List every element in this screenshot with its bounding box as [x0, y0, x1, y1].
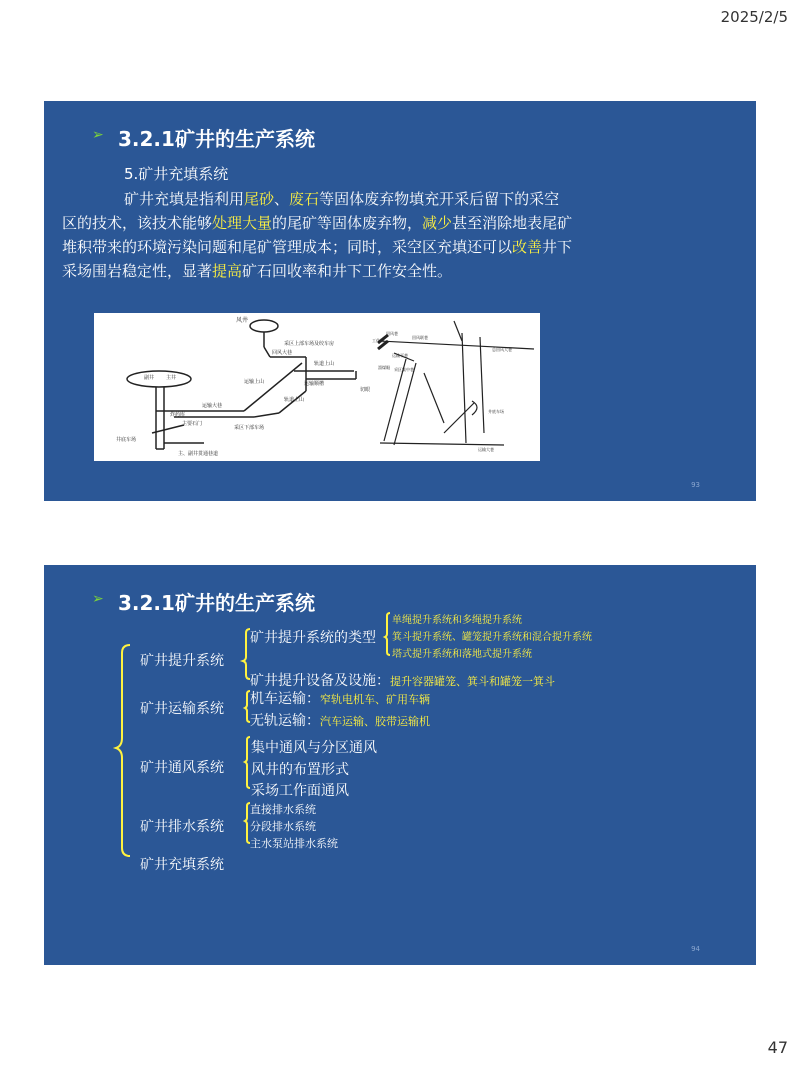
transport-trackless: 无轨运输：汽车运输、胶带运输机: [250, 713, 430, 729]
svg-text:主、副井贯通巷道: 主、副井贯通巷道: [178, 451, 219, 457]
svg-text:井底车场: 井底车场: [488, 409, 504, 414]
ventilation-item-2: 风井的布置形式: [251, 762, 349, 778]
lift-types-label: 矿井提升系统的类型: [250, 630, 376, 646]
svg-text:总回风大巷: 总回风大巷: [492, 347, 512, 352]
main-item-transport: 矿井运输系统: [140, 701, 224, 717]
svg-text:运输大巷: 运输大巷: [478, 447, 494, 452]
svg-text:运输平巷: 运输平巷: [392, 353, 408, 358]
svg-text:轨道上山: 轨道上山: [284, 397, 305, 403]
slide-number: 93: [691, 481, 700, 489]
svg-text:主井: 主井: [166, 375, 177, 381]
transport-loco: 机车运输：窄轨电机车、矿用车辆: [250, 691, 430, 707]
svg-text:主要石门: 主要石门: [182, 421, 203, 427]
drainage-item-1: 直接排水系统: [250, 803, 316, 816]
svg-text:运输大巷: 运输大巷: [202, 403, 223, 409]
svg-text:采区集中巷: 采区集中巷: [394, 367, 414, 372]
page-number: 47: [767, 1038, 788, 1057]
svg-text:运输上山: 运输上山: [244, 379, 265, 385]
svg-text:炸药库: 炸药库: [170, 412, 186, 418]
section-subtitle: 5.矿井充填系统: [124, 165, 229, 183]
lift-type-3: 塔式提升系统和落地式提升系统: [392, 649, 532, 660]
lift-type-1: 单绳提升系统和多绳提升系统: [392, 615, 522, 626]
svg-text:采区下部车场: 采区下部车场: [234, 425, 265, 431]
slide-93: [44, 101, 756, 501]
main-item-drainage: 矿井排水系统: [140, 819, 224, 835]
svg-text:风井: 风井: [236, 317, 249, 324]
arrow-bullet-icon: ➢: [92, 127, 104, 143]
arrow-bullet-icon: ➢: [92, 591, 104, 607]
svg-text:回风大巷: 回风大巷: [272, 350, 293, 356]
svg-text:回风巷: 回风巷: [386, 331, 398, 336]
ventilation-item-1: 集中通风与分区通风: [251, 740, 377, 756]
main-item-lift: 矿井提升系统: [140, 653, 224, 669]
svg-text:回风联巷: 回风联巷: [412, 335, 428, 340]
slide-94: [44, 565, 756, 965]
svg-text:切眼: 切眼: [360, 387, 371, 393]
slide-title: 3.2.1矿井的生产系统: [118, 127, 315, 151]
svg-text:井底车场: 井底车场: [116, 437, 137, 443]
main-item-ventilation: 矿井通风系统: [140, 760, 224, 776]
svg-text:工作面: 工作面: [372, 338, 384, 343]
slide-number: 94: [691, 945, 700, 953]
lift-type-2: 箕斗提升系统、罐笼提升系统和混合提升系统: [392, 632, 592, 643]
slide-title: 3.2.1矿井的生产系统: [118, 591, 315, 615]
lift-equipment: 矿井提升设备及设施：提升容器罐笼、箕斗和罐笼一箕斗: [250, 673, 555, 689]
svg-text:副井: 副井: [144, 375, 155, 381]
drainage-item-2: 分段排水系统: [250, 820, 316, 833]
drainage-item-3: 主水泵站排水系统: [250, 837, 338, 850]
body-paragraph: 矿井充填是指利用尾砂、废石等固体废弃物填充开采后留下的采空区的技术，该技术能够处理大量的尾矿等固体废弃物，减少甚至消除地表尾矿堆积带来的环境污染问题和尾矿管理成本；同时，采空区充填还可以改善井下采场围岩稳定性，显著提高矿石回收率和井下工作安全性。: [62, 190, 573, 280]
mine-layout-diagram: [94, 313, 540, 461]
svg-text:溜煤眼: 溜煤眼: [378, 365, 390, 370]
svg-text:运输顺槽: 运输顺槽: [304, 381, 325, 387]
svg-text:轨道上山: 轨道上山: [314, 361, 335, 367]
main-item-backfill: 矿井充填系统: [140, 857, 224, 873]
svg-text:采区上部车场及绞车房: 采区上部车场及绞车房: [284, 341, 335, 347]
ventilation-item-3: 采场工作面通风: [251, 783, 349, 799]
page-date: 2025/2/5: [720, 8, 788, 26]
